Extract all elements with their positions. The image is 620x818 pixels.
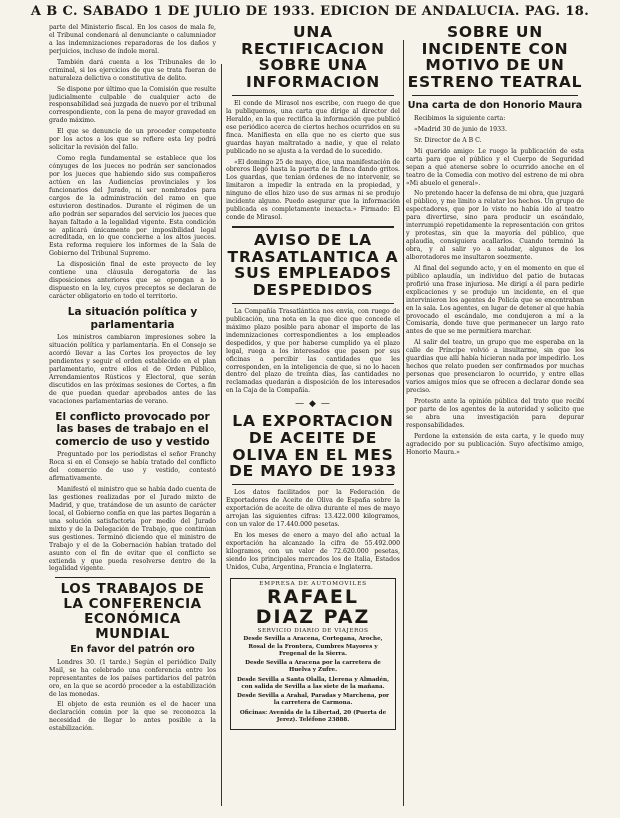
- paragraph: La disposición final de este proyecto de ley contiene una cláusula derogatoria de las disposiciones anteriores que se opongan a lo dispuesto en la ley, cuyos preceptos se declaran de carácter obligatorio en todo el territorio.: [49, 261, 216, 300]
- page-masthead: A B C. SABADO 1 DE JULIO DE 1933. EDICION DE ANDALUCIA. PAG. 18.: [30, 4, 590, 19]
- paragraph: Perdone la extensión de esta carta, y le quedo muy agradecido por su publicación. Suyo afectísimo amigo, Honorio Maura.»: [406, 432, 584, 456]
- paragraph: Londres 30. (1 tarde.) Según el periódico Daily Mail, se ha celebrado una conferencia entre los representantes de los países partidarios del patrón oro, en la que se acordó proceder a la estabilización de las monedas.: [49, 658, 216, 698]
- ad-line: Desde Sevilla a Aracena, Cortegana, Aroche, Rosal de la Frontera, Cumbres Mayores y Fregenal de la Sierra.: [243, 636, 383, 657]
- column-rule: [403, 40, 404, 806]
- article-headline: LA EXPORTACION DE ACEITE DE OLIVA EN EL MES DE MAYO DE 1933: [228, 412, 398, 481]
- ad-brand-name: RAFAEL DIAZ PAZ: [255, 585, 371, 629]
- column-rule: [221, 64, 222, 806]
- heading-rule: [232, 303, 394, 304]
- section-heading: El conflicto provocado por las bases de trabajo en el comercio de uso y vestido: [55, 410, 210, 448]
- paragraph: Como regla fundamental se establece que los cónyuges de los jueces no podrán ser sancionados por los jueces que habiendo sido sus compañeros actúen en las Audiencias provinciales y los funcionarios del Jurado, ni ser nombrados para cargos de la administración del ramo en que estuvieron destinados. Durante el régimen de un año podrán ser separados del servicio los jueces que hayan faltado a la legalidad vigente. Esta condición se aplicará únicamente por imposibilidad legal acreditada, en lo que concierne a los altos jueces. Esta reforma requiere los informes de la Sala de Gobierno del Tribunal Supremo.: [49, 155, 216, 258]
- paragraph: Los ministros cambiaron impresiones sobre la situación política y parlamentaria. En el Consejo se acordó llevar a las Cortes los proyectos de ley pendientes y seguir el orden establecido en el plan parlamentario, entre ellos el de Orden Público, Arrendamientos Rústicos y Electoral, que serán discutidos en las próximas sesiones de Cortes, a fin de que puedan quedar aprobados antes de las vacaciones parlamentarias de verano.: [49, 334, 216, 405]
- paragraph: Al salir del teatro, un grupo que me esperaba en la calle de Príncipe volvió a insultarme, sin que los guardias que allí había hicieran nada por impedirlo. Los hechos que relato pueden ser confirmados por muchas personas que presenciaron lo ocurrido, y entre ellas varios amigos míos que se ofrecen a declarar donde sea preciso.: [406, 339, 584, 394]
- paragraph: El que se denuncie de un proceder competente por los actos a los que se refiere esta ley podrá solicitar la revisión del fallo.: [49, 128, 216, 152]
- paragraph: Se dispone por último que la Comisión que resulte judicialmente culpable de cualquier acto de responsabilidad sea juzgada de nuevo por el tribunal correspondiente, con la pena de mayor gravedad en grado máximo.: [49, 85, 216, 125]
- paragraph: Mi querido amigo: Le ruego la publicación de esta carta para que el público y el Cuerpo de Seguridad sepan a qué atenerse sobre lo ocurrido anoche en el teatro de la Comedia con motivo del estreno de mi obra «Mi abuelo el general».: [406, 147, 584, 187]
- article-subheading: En favor del patrón oro: [70, 643, 195, 655]
- ad-line: Desde Sevilla a Aracena por la carretera de Huelva y Zufre.: [245, 660, 381, 674]
- heading-rule: [412, 95, 578, 96]
- heading-rule: [232, 484, 394, 485]
- article-headline: SOBRE UN INCIDENTE CON MOTIVO DE UN ESTRENO TEATRAL: [407, 24, 583, 92]
- ad-line: Desde Sevilla a Arahal, Paradas y Marchena, por la carretera de Carmona.: [236, 693, 390, 707]
- column-2: [226, 24, 400, 812]
- ad-line: Desde Sevilla a Santa Olalla, Llerena y Almadén, con salida de Sevilla a las siete de la mañana.: [236, 676, 390, 690]
- article-subheading: Una carta de don Honorio Maura: [407, 99, 583, 111]
- paragraph: Preguntado por los periodistas el señor Franchy Roca si en el Consejo se había tratado del conflicto del comercio de uso y vestido, contestó afirmativamente.: [49, 451, 216, 483]
- paragraph: Los datos facilitados por la Federación de Exportadores de Aceite de Oliva de España sobre la exportación de aceite de oliva durante el mes de mayo arrojan las siguientes cifras: 13.422.000 kilogramos, con un valor de 17.440.000 pesetas.: [226, 489, 400, 528]
- article-headline: UNA RECTIFICACION SOBRE UNA INFORMACION: [241, 24, 385, 92]
- paragraph: La Compañía Trasatlántica nos envía, con ruego de publicación, una nota en la que dice que concede el máximo plazo posible para abonar el importe de las indemnizaciones correspondientes a los empleados despedidos, y que por haberse cumplido ya el plazo legal, ruega a los interesados que pasen por sus oficinas a percibir las cantidades que les corresponden, en la inteligencia de que, si no lo hacen dentro del plazo de treinta días, las cantidades no reclamadas quedarán a disposición de los interesados en la Caja de la Compañía.: [226, 307, 400, 395]
- ad-line: Oficinas: Avenida de la Libertad, 20 (Puerta de Jerez). Teléfono 23888.: [239, 709, 387, 723]
- ad-company: EMPRESA DE AUTOMOVILES: [259, 580, 367, 587]
- heading-rule: [55, 577, 210, 578]
- paragraph: Protesto ante la opinión pública del trato que recibí por parte de los agentes de la autoridad y solicito que se abra una investigación para depurar responsabilidades.: [406, 397, 584, 429]
- article-headline: AVISO DE LA TRASATLANTICA A SUS EMPLEADOS DESPEDIDOS: [227, 231, 399, 300]
- ad-service: SERVICIO DIARIO DE VIAJEROS: [257, 628, 369, 635]
- heading-rule: [232, 226, 394, 228]
- paragraph: El conde de Mirasol nos escribe, con ruego de que la publiquemos, una carta que dirige al director del Heraldo, en la que rectifica la información que publicó ese periódico acerca de ciertos hechos ocurridos en su finca. Manifiesta en ella que no es cierto que sus guardas hayan maltratado a nadie, y que el relato publicado no se ajusta a la verdad de lo sucedido.: [226, 99, 400, 155]
- article-headline: LOS TRABAJOS DE LA CONFERENCIA ECONÓMICA MUNDIAL: [60, 581, 205, 642]
- column-1: [49, 24, 216, 812]
- section-heading: La situación política y parlamentaria: [67, 305, 198, 331]
- paragraph: No pretendo hacer la defensa de mi obra, que juzgará el público, y me limito a relatar los hechos. Un grupo de espectadores, que por lo visto no había ido al teatro para divertirse, sino para producir un escándalo, interrumpió repetidamente la representación con gritos y protestas, sin que la mayoría del público, que aplaudía, consiguiera acallarlos. Cuando terminó la obra, y al salir yo a saludar, algunos de los alborotadores me insultaron soezmente.: [406, 190, 584, 261]
- paragraph: Al final del segundo acto, y en el momento en que el público aplaudía, un individuo del patio de butacas profirió una frase injuriosa. Me dirigí a él para pedirle explicaciones y se produjo un incidente, en el que intervinieron los agentes de Policía que se encontraban en la sala. Los agentes, en lugar de detener al que había provocado el escándalo, me condujeron a mí a la Comisaría, donde tuve que permanecer un largo rato antes de que se me permitiera marchar.: [406, 264, 584, 336]
- paragraph: Manifestó el ministro que se había dado cuenta de las gestiones realizadas por el Jurado mixto de Madrid, y que, tratándose de un asunto de carácter local, el Gobierno confía en que las partes llegarán a una solución satisfactoria por medio del Jurado mixto y de la Delegación de Trabajo, que continúan sus gestiones. Terminó diciendo que el ministro de Trabajo y el de la Gobernación habían tratado del asunto con el fin de evitar que el conflicto se extienda y que pueda resolverse dentro de la legalidad vigente.: [49, 486, 216, 573]
- paragraph: En los meses de enero a mayo del año actual la exportación ha alcanzado la cifra de 55.492.000 kilogramos, con un valor de 72.620.000 pesetas, siendo los principales mercados los de Italia, Estados Unidos, Cuba, Argentina, Francia e Inglaterra.: [226, 531, 400, 571]
- paragraph: Sr. Director de A B C.: [414, 136, 482, 144]
- paragraph: «El domingo 25 de mayo, dice, una manifestación de obreros llegó hasta la puerta de la finca dando gritos. Los guardas, que tenían órdenes de no intervenir, se limitaron a impedir la entrada en la propiedad, y ninguno de ellos hizo uso de sus armas ni se produjo incidente alguno. Puedo asegurar que la información publicada es completamente inexacta.» Firmado: El conde de Mirasol.: [226, 158, 400, 222]
- heading-rule: [232, 95, 394, 96]
- paragraph: «Madrid 30 de junio de 1933.: [414, 125, 507, 133]
- advertisement-box: [230, 578, 396, 731]
- paragraph: parte del Ministerio fiscal. En los casos de mala fe, el Tribunal condenará al denunciante o calumniador a las indemnizaciones reparadoras de los daños y perjuicios, incluso de índole moral.: [49, 24, 216, 55]
- ornament-divider: — ◆ —: [295, 399, 331, 410]
- paragraph: El objeto de esta reunión es el de hacer una declaración común por la que se reconozca la necesidad de llegar lo antes posible a la estabilización.: [49, 701, 216, 733]
- paragraph: También dará cuenta a los Tribunales de lo criminal, si los ejercicios de que se trata fueran de naturaleza delictiva o constitutiva de delito.: [49, 58, 216, 82]
- paragraph: Recibimos la siguiente carta:: [414, 114, 506, 122]
- column-3: [406, 24, 584, 812]
